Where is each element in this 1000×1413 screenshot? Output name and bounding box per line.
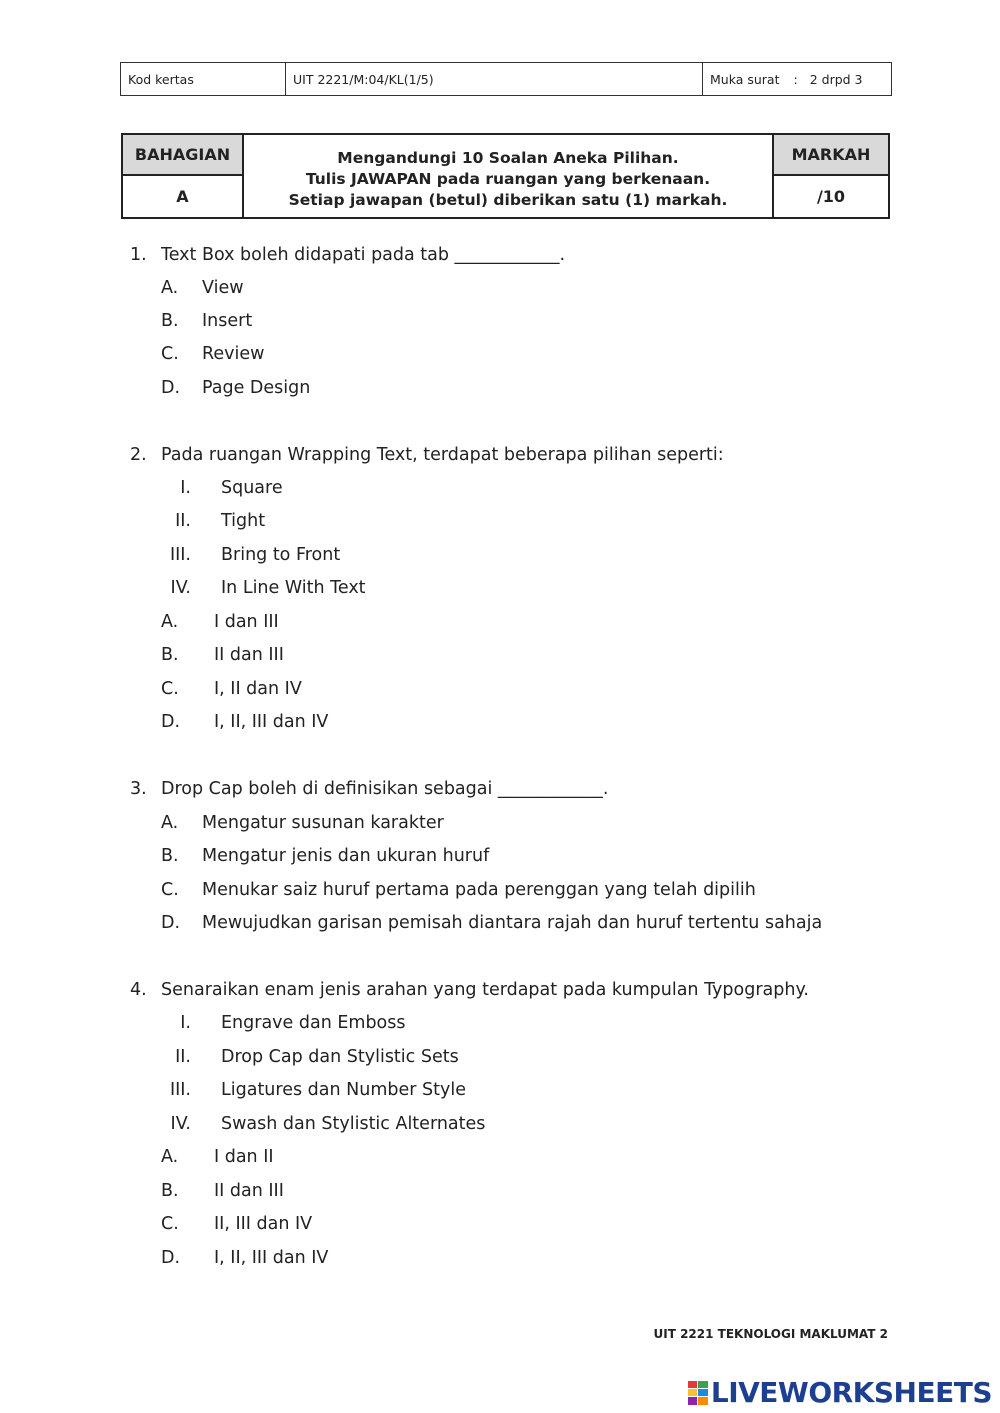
- kod-value: UIT 2221/M:04/KL(1/5): [286, 63, 703, 95]
- roman-item: Engrave dan Emboss: [221, 1013, 406, 1033]
- question-number: 3.: [130, 779, 147, 799]
- option-label: A.: [161, 1147, 179, 1167]
- option-text[interactable]: Menukar saiz huruf pertama pada perenggan yang telah dipilih: [202, 880, 756, 900]
- option-text[interactable]: Review: [202, 344, 265, 364]
- question-text: Pada ruangan Wrapping Text, terdapat beberapa pilihan seperti:: [161, 445, 724, 465]
- roman-label: I.: [180, 1013, 191, 1033]
- option-text[interactable]: II dan III: [214, 1181, 284, 1201]
- markah-heading: MARKAH: [772, 135, 888, 176]
- option-text[interactable]: II, III dan IV: [214, 1214, 313, 1234]
- option-label: D.: [161, 913, 181, 933]
- markah-value: /10: [772, 176, 888, 217]
- roman-item: Tight: [221, 511, 266, 531]
- option-text[interactable]: View: [202, 278, 244, 298]
- option-text[interactable]: I, II dan IV: [214, 679, 302, 699]
- muka-separator: :: [793, 71, 798, 87]
- roman-label: III.: [169, 545, 191, 565]
- option-label: D.: [161, 712, 181, 732]
- option-text[interactable]: II dan III: [214, 645, 284, 665]
- option-label: A.: [161, 278, 179, 298]
- roman-label: IV.: [170, 1114, 191, 1134]
- roman-label: III.: [169, 1080, 191, 1100]
- liveworksheets-brand[interactable]: [688, 1376, 992, 1409]
- bahagian-heading: BAHAGIAN: [123, 135, 244, 176]
- muka-label: Muka surat: [710, 71, 780, 87]
- instruction-line-1: Mengandungi 10 Soalan Aneka Pilihan.: [337, 148, 679, 167]
- question-text: Senaraikan enam jenis arahan yang terdapat pada kumpulan Typography.: [161, 980, 809, 1000]
- roman-item: Square: [221, 478, 283, 498]
- roman-item: Bring to Front: [221, 545, 341, 565]
- option-label: A.: [161, 813, 179, 833]
- option-text[interactable]: Page Design: [202, 378, 311, 398]
- bahagian-value: A: [123, 176, 244, 217]
- muka-surat: [703, 63, 891, 95]
- section-table: [121, 133, 890, 219]
- roman-label: II.: [175, 1047, 191, 1067]
- question-text: Text Box boleh didapati pada tab ____________.: [161, 245, 566, 265]
- liveworksheets-logo-icon: [688, 1381, 708, 1405]
- instruction-line-2: Tulis JAWAPAN pada ruangan yang berkenaan.: [305, 169, 711, 188]
- option-text[interactable]: Mengatur jenis dan ukuran huruf: [202, 846, 490, 866]
- option-label: D.: [161, 1248, 181, 1268]
- option-label: C.: [161, 344, 179, 364]
- option-text[interactable]: I dan III: [214, 612, 279, 632]
- option-text[interactable]: Mewujudkan garisan pemisah diantara rajah dan huruf tertentu sahaja: [202, 913, 823, 933]
- option-text[interactable]: I dan II: [214, 1147, 274, 1167]
- instruction-line-3: Setiap jawapan (betul) diberikan satu (1) markah.: [288, 190, 728, 209]
- option-label: B.: [161, 311, 179, 331]
- section-instructions: [244, 135, 772, 217]
- brand-text: LIVEWORKSHEETS: [710, 1376, 992, 1409]
- option-text[interactable]: Mengatur susunan karakter: [202, 813, 444, 833]
- option-label: C.: [161, 1214, 179, 1234]
- roman-label: I.: [180, 478, 191, 498]
- roman-label: II.: [175, 511, 191, 531]
- option-text[interactable]: I, II, III dan IV: [214, 712, 329, 732]
- option-text[interactable]: I, II, III dan IV: [214, 1248, 329, 1268]
- question-number: 4.: [130, 980, 147, 1000]
- option-label: D.: [161, 378, 181, 398]
- roman-item: Swash dan Stylistic Alternates: [221, 1114, 486, 1134]
- muka-value: 2 drpd 3: [809, 71, 863, 87]
- roman-label: IV.: [170, 578, 191, 598]
- kod-label: Kod kertas: [121, 63, 286, 95]
- paper-header: [120, 62, 892, 96]
- option-label: B.: [161, 1181, 179, 1201]
- roman-item: In Line With Text: [221, 578, 366, 598]
- option-text[interactable]: Insert: [202, 311, 253, 331]
- question-number: 1.: [130, 245, 147, 265]
- roman-item: Ligatures dan Number Style: [221, 1080, 466, 1100]
- option-label: C.: [161, 880, 179, 900]
- roman-item: Drop Cap dan Stylistic Sets: [221, 1047, 459, 1067]
- option-label: B.: [161, 645, 179, 665]
- question-text: Drop Cap boleh di definisikan sebagai ____________.: [161, 779, 609, 799]
- page-footer: UIT 2221 TEKNOLOGI MAKLUMAT 2: [653, 1327, 888, 1341]
- question-number: 2.: [130, 445, 147, 465]
- option-label: A.: [161, 612, 179, 632]
- option-label: B.: [161, 846, 179, 866]
- option-label: C.: [161, 679, 179, 699]
